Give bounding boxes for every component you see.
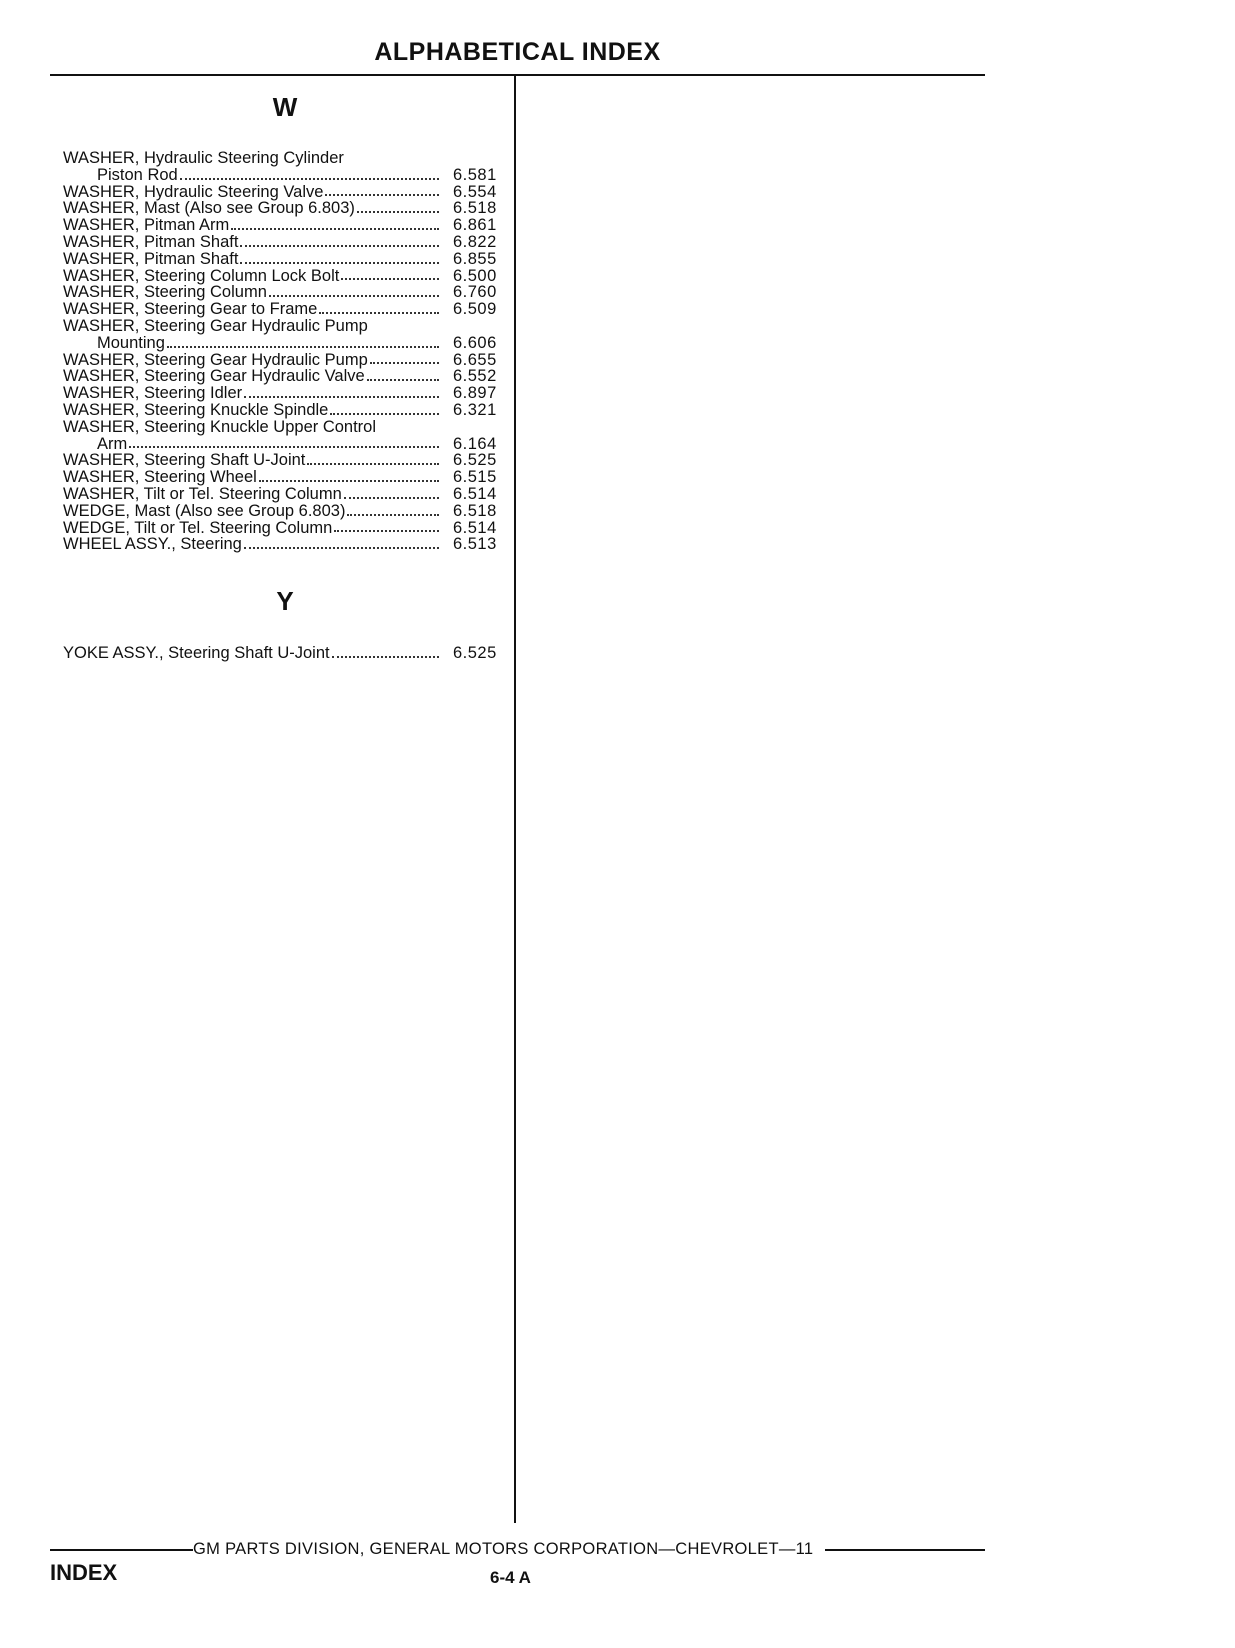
entry-line-final [63,335,503,352]
dot-leader [344,497,439,499]
entry-page-ref: 6.518 [453,501,497,520]
entry-text: WASHER, Steering Column Lock Bolt [63,266,340,285]
index-list-w [63,150,503,553]
entry-line-final [63,284,503,301]
entry-text: WASHER, Pitman Shaft [63,249,239,268]
entry-line [63,318,503,335]
entry-line-final [63,352,503,369]
index-entry [63,352,503,369]
dot-leader [357,211,439,213]
entry-text: Mounting [97,333,165,352]
index-entry [63,645,503,662]
entry-line-final [63,234,503,251]
entry-text: Arm [97,434,128,453]
entry-page-ref: 6.509 [453,300,497,319]
index-entry [63,503,503,520]
entry-page-ref: 6.525 [453,644,497,662]
index-entry [63,184,503,201]
dot-leader [334,530,439,532]
dot-leader [330,413,439,415]
entry-text: WASHER, Steering Idler [63,384,243,403]
entry-text: WASHER, Pitman Arm [63,216,230,235]
entry-line-final [63,268,503,285]
entry-page-ref: 6.855 [453,249,497,268]
page-number: 6-4 A [490,1568,531,1587]
entry-text: WASHER, Mast (Also see Group 6.803) [63,199,355,218]
page-title: ALPHABETICAL INDEX [374,38,661,66]
entry-text: WEDGE, Mast (Also see Group 6.803) [63,501,346,520]
index-entry [63,520,503,537]
entry-line-final [63,520,503,537]
index-entry [63,301,503,318]
entry-text: WASHER, Steering Gear Hydraulic Pump [63,350,368,369]
dot-leader [319,312,439,314]
entry-line-final [63,486,503,503]
entry-page-ref: 6.655 [453,350,497,369]
entry-line-final [63,645,503,662]
entry-line-final [63,184,503,201]
entry-text: WASHER, Steering Shaft U-Joint [63,451,306,470]
entry-text: WASHER, Steering Wheel [63,468,257,487]
entry-page-ref: 6.515 [453,468,497,487]
entry-page-ref: 6.514 [453,484,497,503]
index-entry [63,486,503,503]
dot-leader [129,446,439,448]
entry-line-final [63,217,503,234]
entry-text: WASHER, Steering Column [63,283,267,302]
entry-line-final [63,503,503,520]
section-label: INDEX [50,1560,118,1585]
index-entry [63,284,503,301]
entry-page-ref: 6.581 [453,165,497,184]
entry-line-final [63,368,503,385]
index-entry [63,268,503,285]
index-entry [63,536,503,553]
index-entry [63,200,503,217]
entry-line-final [63,251,503,268]
dot-leader [347,514,439,516]
entry-text: WASHER, Steering Gear to Frame [63,300,318,319]
index-entry [63,452,503,469]
entry-line [63,150,503,167]
dot-leader [332,656,439,658]
entry-text: WHEEL ASSY., Steering [63,535,242,554]
index-entry [63,251,503,268]
entry-line-final [63,452,503,469]
index-entry [63,419,503,453]
index-entry [63,469,503,486]
entry-page-ref: 6.164 [453,434,497,453]
entry-page-ref: 6.606 [453,333,497,352]
entry-page-ref: 6.514 [453,518,497,537]
footer-text: GM PARTS DIVISION, GENERAL MOTORS CORPORATION—CHEVROLET—11 [193,1540,814,1558]
entry-page-ref: 6.321 [453,400,497,419]
dot-leader [325,194,439,196]
entry-page-ref: 6.861 [453,216,497,235]
column-divider [514,76,516,1523]
entry-text: WASHER, Tilt or Tel. Steering Column [63,484,342,503]
dot-leader [167,346,439,348]
entry-page-ref: 6.552 [453,367,497,386]
footer-rule-right [825,1549,985,1551]
entry-text: WASHER, Hydraulic Steering Valve [63,182,324,201]
dot-leader [231,228,439,230]
section-letter-w: W [272,92,298,122]
index-entry [63,150,503,184]
dot-leader [180,178,439,180]
entry-text: WASHER, Pitman Shaft [63,232,239,251]
footer-line [50,1540,985,1559]
dot-leader [307,463,439,465]
entry-line-final [63,436,503,453]
entry-line [63,419,503,436]
entry-text: WASHER, Steering Knuckle Spindle [63,400,329,419]
index-entry [63,217,503,234]
dot-leader [269,295,439,297]
dot-leader [367,379,439,381]
dot-leader [240,262,439,264]
entry-line-final [63,402,503,419]
entry-line-final [63,385,503,402]
entry-text: WEDGE, Tilt or Tel. Steering Column [63,518,333,537]
index-list-y [63,645,503,662]
entry-line-final [63,469,503,486]
dot-leader [244,547,439,549]
entry-page-ref: 6.518 [453,199,497,218]
entry-text: YOKE ASSY., Steering Shaft U-Joint [63,644,330,662]
dot-leader [244,396,439,398]
entry-page-ref: 6.554 [453,182,497,201]
dot-leader [370,362,439,364]
header-rule [50,74,985,76]
section-letter-y: Y [276,586,294,616]
footer-rule-left [50,1549,193,1551]
index-entry [63,402,503,419]
entry-text: WASHER, Steering Gear Hydraulic Valve [63,367,365,386]
index-entry [63,234,503,251]
entry-page-ref: 6.822 [453,232,497,251]
entry-page-ref: 6.760 [453,283,497,302]
index-entry [63,368,503,385]
index-entry [63,318,503,352]
entry-line-final [63,536,503,553]
entry-page-ref: 6.513 [453,535,497,554]
entry-page-ref: 6.525 [453,451,497,470]
entry-text: Piston Rod [97,165,178,184]
entry-page-ref: 6.500 [453,266,497,285]
index-entry [63,385,503,402]
entry-page-ref: 6.897 [453,384,497,403]
entry-line-final [63,301,503,318]
dot-leader [240,245,439,247]
entry-text: WASHER, Hydraulic Steering Cylinder [63,149,344,167]
dot-leader [259,480,439,482]
dot-leader [341,278,439,280]
entry-text: WASHER, Steering Knuckle Upper Control [63,417,377,436]
entry-line-final [63,167,503,184]
entry-text: WASHER, Steering Gear Hydraulic Pump [63,316,368,335]
entry-line-final [63,200,503,217]
